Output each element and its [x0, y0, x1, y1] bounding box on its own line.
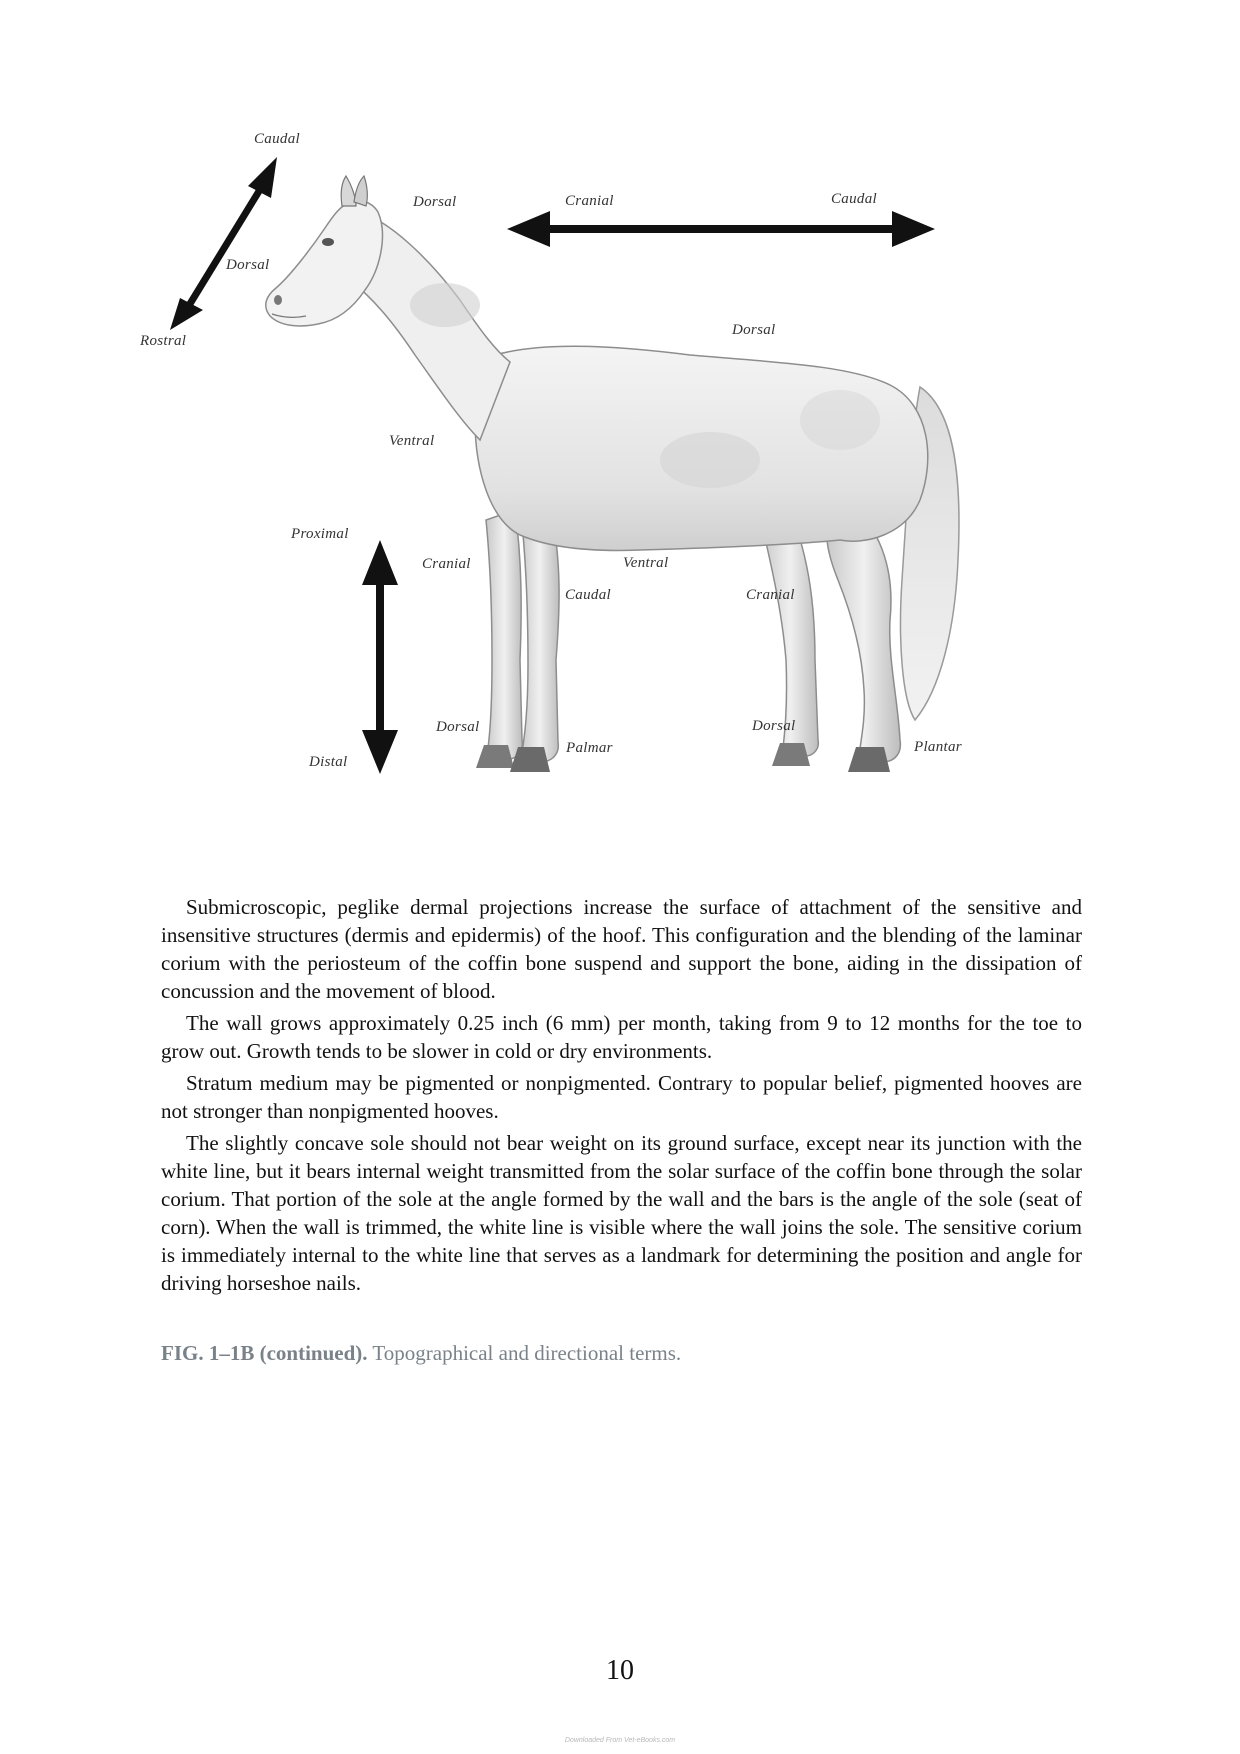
- cranial-caudal-arrow: [507, 211, 935, 247]
- label-foreleg-cranial: Cranial: [422, 556, 471, 572]
- label-distal: Distal: [309, 754, 348, 770]
- label-plantar: Plantar: [914, 739, 962, 755]
- hind-hoof-near: [848, 747, 890, 772]
- shoulder-shading: [410, 283, 480, 327]
- label-hindhoof-dorsal: Dorsal: [752, 718, 796, 734]
- page-number: 10: [606, 1655, 634, 1686]
- horse-eye: [322, 238, 334, 246]
- label-belly-ventral: Ventral: [623, 555, 669, 571]
- front-leg-far: [486, 510, 522, 760]
- proximal-distal-arrow: [362, 540, 398, 774]
- label-forehoof-dorsal: Dorsal: [436, 719, 480, 735]
- figure-caption-text: Topographical and directional terms.: [367, 1341, 682, 1365]
- label-neck-dorsal: Dorsal: [413, 194, 457, 210]
- label-back-dorsal: Dorsal: [732, 322, 776, 338]
- horse-head: [266, 200, 383, 325]
- paragraph-2: The wall grows approximately 0.25 inch (6 mm) per month, taking from 9 to 12 months for the toe to grow out. Growth tends to be slower in cold or dry environments.: [161, 1011, 1082, 1063]
- label-arrow-cranial: Cranial: [565, 193, 614, 209]
- paragraph-3: Stratum medium may be pigmented or nonpigmented. Contrary to popular belief, pigmented hooves are not stronger than nonpigmented hooves.: [161, 1071, 1082, 1123]
- figure-caption: [161, 1341, 1082, 1366]
- label-chest-ventral: Ventral: [389, 433, 435, 449]
- horse-directional-terms-figure: [140, 131, 1090, 890]
- horse-ear-right: [354, 176, 367, 206]
- label-palmar: Palmar: [566, 740, 613, 756]
- body-text: [161, 893, 1082, 1301]
- label-hindleg-cranial: Cranial: [746, 587, 795, 603]
- barrel-shading: [660, 432, 760, 488]
- watermark: Downloaded From Vet-eBooks.com: [564, 1737, 676, 1744]
- figure-caption-label: FIG. 1–1B (continued).: [161, 1341, 368, 1365]
- label-foreleg-caudal: Caudal: [565, 587, 611, 603]
- horse-illustration: [150, 140, 1090, 890]
- paragraph-4: The slightly concave sole should not bear weight on its ground surface, except near its junction with the white line, but it bears internal weight transmitted from the solar surface of the coffin bone through the solar corium. That portion of the sole at the angle formed by the wall and the bars is the angle of the sole (seat of corn). When the wall is trimmed, the white line is visible where the wall joins the sole. The sensitive corium is immediately internal to the white line that serves as a landmark for determining the position and angle for driving horseshoe nails.: [161, 1131, 1082, 1295]
- rostral-caudal-arrow: [170, 157, 277, 330]
- label-head-rostral: Rostral: [140, 333, 187, 349]
- label-proximal: Proximal: [291, 526, 349, 542]
- label-head-dorsal: Dorsal: [226, 257, 270, 273]
- label-arrow-caudal: Caudal: [831, 191, 877, 207]
- hind-hoof-far: [772, 743, 810, 766]
- paragraph-1: Submicroscopic, peglike dermal projections increase the surface of attachment of the sensitive and insensitive structures (dermis and epidermis) of the hoof. This configuration and the blending of the laminar corium with the periosteum of the coffin bone suspend and support the bone, aiding in the dissipation of concussion and the movement of blood.: [161, 895, 1082, 1003]
- front-hoof-far: [476, 745, 514, 768]
- horse-nostril: [274, 295, 282, 305]
- label-head-caudal: Caudal: [254, 131, 300, 147]
- hip-shading: [800, 390, 880, 450]
